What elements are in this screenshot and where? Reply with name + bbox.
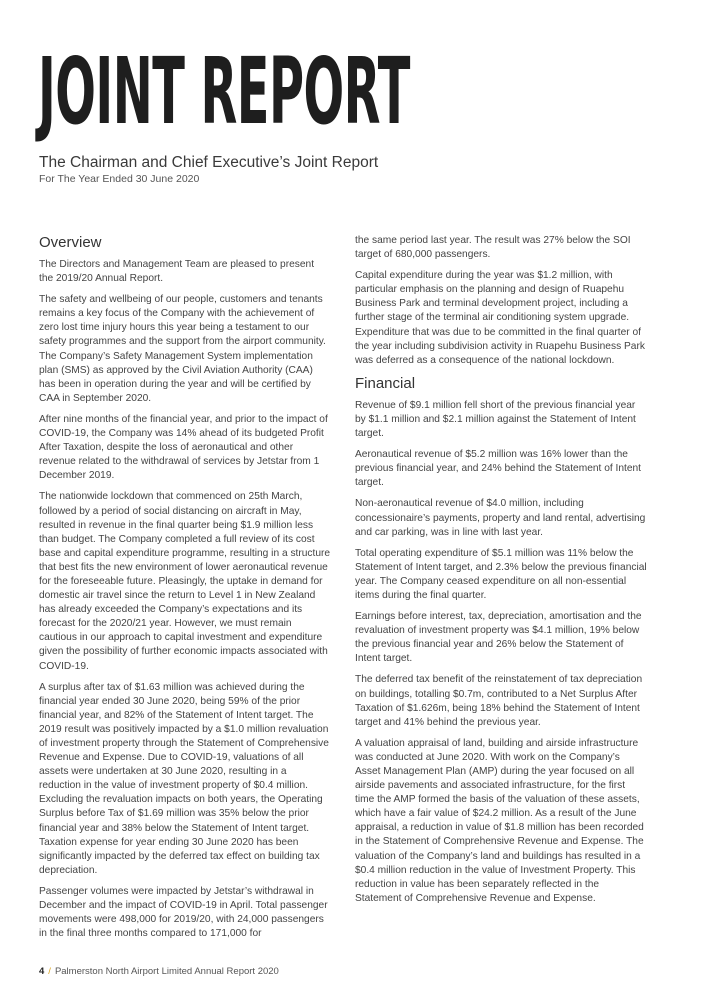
paragraph: Non-aeronautical revenue of $4.0 million, including concessionaire’s payments, property and land rental, advertising and car parking, was in line with last year.: [355, 498, 646, 538]
paragraph: the same period last year. The result was 27% below the SOI target of 680,000 passengers.: [355, 235, 631, 261]
paragraph: Capital expenditure during the year was $1.2 million, with particular emphasis on the planning and design of Ruapehu Business Park and terminal development project, including a further stage of the terminal air conditioning system upgrade. Expenditure that was due to be committed in the final quarter of the year including subdivision activity in Ruapehu Business Park was deferred as a consequence of the national lockdown.: [355, 270, 645, 366]
page-number: 4: [39, 966, 45, 977]
paragraph: Earnings before interest, tax, depreciation, amortisation and the revaluation of investment property was $4.1 million, 19% below the previous financial year and 26% below the Statement of Intent target.: [355, 611, 642, 665]
paragraph: Revenue of $9.1 million fell short of the previous financial year by $1.1 million and $2.1 million against the Statement of Intent target.: [355, 399, 636, 440]
paragraph: Total operating expenditure of $5.1 million was 11% below the Statement of Intent target, and 2.3% below the previous financial year. The Company ceased expenditure on all non-essential items during the final quarter.: [355, 547, 647, 601]
left-column: [39, 234, 331, 948]
paragraph: The nationwide lockdown that commenced on 25th March, followed by a period of social distancing on aircraft in May, resulted in revenue in the final quarter being $1.9 million less than budget. The Company completed a full review of its cost base and capital expenditure programme, resulting in a structure that best fits the new environment of lower aeronautical revenue for the foreseeable future. Pleasingly, the uptake in demand for domestic air travel since the return to Level 1 in New Zealand has already exceeded the Company’s expectations and its forecast for the 2020/21 year. However, we must remain cautious in our approach to capital investment and expenditure given the possibility of further economic impacts associated with COVID-19.: [39, 491, 331, 672]
financial-heading: Financial: [355, 374, 416, 392]
paragraph: Aeronautical revenue of $5.2 million was 16% lower than the previous financial year, and 24% behind the Statement of Intent target.: [355, 449, 642, 489]
publication-name: Palmerston North Airport Limited Annual Report 2020: [54, 966, 279, 977]
paragraph: A valuation appraisal of land, building and airside infrastructure was conducted at June 2020. With work on the Company’s Asset Management Plan (AMP) during the year focused on all airside pavements and associated infrastructure, for the first time the AMP formed the basis of the valuation of these assets, which have a fair value of $24.2 million. As a result of the June appraisal, a reduction in value of $1.8 million has been recorded in the Statement of Comprehensive Revenue and Expense. The valuation of the Company’s land and buildings has resulted in a $0.4 million reduction in the value of Investment Property. This reduction in value has been separately reflected in the Statement of Comprehensive Revenue and Expense.: [355, 737, 644, 904]
page-footer: [39, 966, 279, 977]
overview-heading: Overview: [39, 234, 102, 251]
paragraph: Passenger volumes were impacted by Jetstar’s withdrawal in December and the impact of COVID-19 in April. Total passenger movements were 498,000 for 2019/20, with 24,000 passengers in the final three months compared to 171,000 for: [39, 885, 328, 940]
paragraph: The Directors and Management Team are pleased to present the 2019/20 Annual Report.: [39, 259, 315, 285]
report-period: For The Year Ended 30 June 2020: [39, 173, 200, 185]
paragraph: The deferred tax benefit of the reinstatement of tax depreciation on buildings, totalling $0.7m, contributed to a Net Surplus After Taxation of $1.626m, being 18% behind the Statement of Intent target and 41% behind the previous year.: [355, 674, 643, 728]
paragraph: A surplus after tax of $1.63 million was achieved during the financial year ended 30 June 2020, being 59% of the prior financial year, and 82% of the Statement of Intent target. The 2019 result was positively impacted by a $1.0 million revaluation of investment property through the Statement of Comprehensive Revenue and Expense. Due to COVID-19, valuations of all assets were undertaken at 30 June 2020, resulting in a reduction in the value of investment property of $0.4 million. Excluding the revaluation impacts on both years, the Operating Surplus before Tax of $1.69 million was 35% below the prior financial year and 38% below the Statement of Intent target. Taxation expense for year ending 30 June 2020 has been significantly impacted by the deferred tax effect on building tax depreciation.: [39, 681, 329, 876]
right-column: [355, 234, 647, 913]
page-title: JOINT REPORT: [38, 38, 410, 145]
paragraph: After nine months of the financial year, and prior to the impact of COVID-19, the Company was 14% ahead of its budgeted Profit After Taxation, despite the loss of aeronautical and other revenue related to the withdrawal of services by Jetstar from 1 December 2019.: [39, 413, 328, 482]
paragraph: The safety and wellbeing of our people, customers and tenants remains a key focus of the Company with the achievement of zero lost time injury hours this year being a testament to our safety programmes and the support from the airport community. The Company’s Safety Management System implementation plan (SMS) as approved by the Civil Aviation Authority (CAA) has been in operation during the year and will be certified by CAA in September 2020.: [39, 294, 326, 404]
report-subtitle: The Chairman and Chief Executive’s Joint Report: [39, 154, 379, 171]
footer-separator: /: [48, 966, 51, 977]
